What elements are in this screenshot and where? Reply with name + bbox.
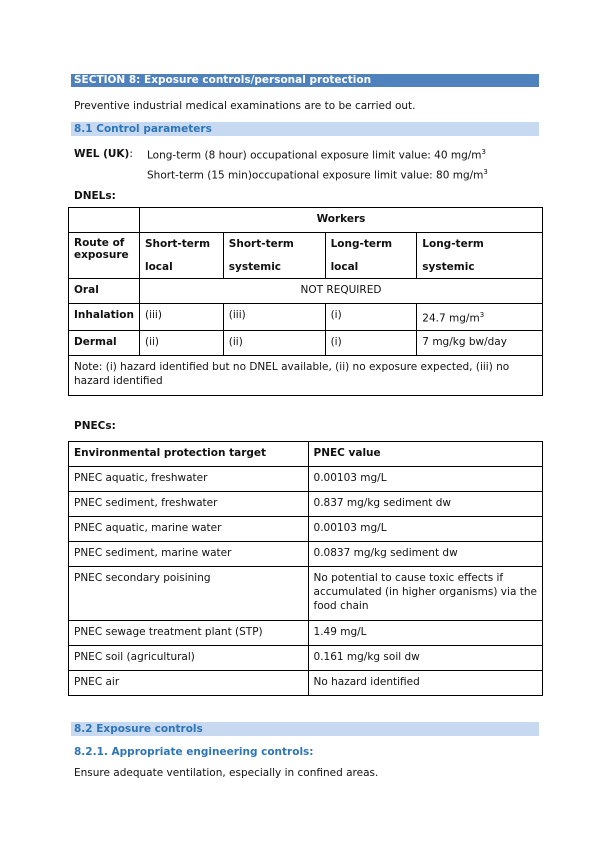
engineering-controls-heading: 8.2.1. Appropriate engineering controls: xyxy=(74,746,314,758)
table-row xyxy=(69,467,543,492)
table-cell: (i) xyxy=(325,330,417,355)
header-line: Short-term xyxy=(144,238,211,250)
table-cell xyxy=(69,208,140,233)
short-term-local-header xyxy=(139,233,223,279)
engineering-controls-text: Ensure adequate ventilation, especially in confined areas. xyxy=(74,767,379,779)
dnel-table xyxy=(68,207,543,396)
table-row xyxy=(69,208,543,233)
long-term-local-header xyxy=(325,233,417,279)
table-row xyxy=(69,621,543,646)
header-line: Long-term xyxy=(422,238,484,250)
unit-superscript: 3 xyxy=(483,168,488,176)
short-term-systemic-header xyxy=(223,233,325,279)
unit-superscript: 3 xyxy=(479,311,485,319)
table-row xyxy=(69,442,543,467)
pnecs-heading: PNECs: xyxy=(74,420,116,432)
table-row xyxy=(69,279,543,304)
section-8-header: SECTION 8: Exposure controls/personal protection xyxy=(71,74,539,87)
table-cell: PNEC aquatic, marine water xyxy=(69,517,309,542)
table-cell: PNEC sediment, marine water xyxy=(69,542,309,567)
table-cell: (ii) xyxy=(223,330,325,355)
wel-label-group xyxy=(74,148,133,160)
header-line: systemic xyxy=(422,261,475,273)
header-line: Short-term xyxy=(228,238,294,250)
table-row xyxy=(69,671,543,696)
control-parameters-header: 8.1 Control parameters xyxy=(71,122,539,136)
wel-short-term-text: Short-term (15 min)occupational exposure limit value: 80 mg/m xyxy=(147,169,484,182)
header-line: local xyxy=(144,261,173,273)
table-cell: (iii) xyxy=(223,304,325,331)
table-cell: 0.837 mg/kg sediment dw xyxy=(308,492,542,517)
table-cell: 0.00103 mg/L xyxy=(308,467,542,492)
table-cell: No hazard identified xyxy=(308,671,542,696)
header-line: systemic xyxy=(228,261,282,273)
table-cell: PNEC secondary poisining xyxy=(69,567,309,621)
table-cell xyxy=(417,304,543,331)
table-row xyxy=(69,355,543,395)
wel-short-term xyxy=(147,168,488,182)
wel-long-term xyxy=(147,148,486,162)
wel-long-term-text: Long-term (8 hour) occupational exposure limit value: 40 mg/m xyxy=(147,149,482,162)
table-cell: PNEC sediment, freshwater xyxy=(69,492,309,517)
table-row xyxy=(69,233,543,279)
table-cell: 0.00103 mg/L xyxy=(308,517,542,542)
table-cell: (i) xyxy=(325,304,417,331)
header-line: Long-term xyxy=(330,238,393,250)
table-cell: 7 mg/kg bw/day xyxy=(417,330,543,355)
dnels-heading: DNELs: xyxy=(74,190,116,202)
table-cell: 1.49 mg/L xyxy=(308,621,542,646)
route-cell: Dermal xyxy=(69,330,140,355)
table-row xyxy=(69,567,543,621)
table-row xyxy=(69,492,543,517)
oral-value: NOT REQUIRED xyxy=(139,279,542,304)
wel-colon: : xyxy=(129,148,133,160)
dnel-note: Note: (i) hazard identified but no DNEL available, (ii) no exposure expected, (iii) no hazard identified xyxy=(69,355,543,395)
header-line: local xyxy=(330,261,359,273)
table-cell: PNEC aquatic, freshwater xyxy=(69,467,309,492)
table-row xyxy=(69,542,543,567)
workers-header: Workers xyxy=(139,208,542,233)
oral-label: Oral xyxy=(69,279,140,304)
route-header: Route of exposure xyxy=(69,233,140,279)
table-row xyxy=(69,330,543,355)
table-row xyxy=(69,517,543,542)
table-cell: (iii) xyxy=(139,304,223,331)
route-cell: Inhalation xyxy=(69,304,140,331)
table-cell: PNEC sewage treatment plant (STP) xyxy=(69,621,309,646)
wel-label: WEL (UK) xyxy=(74,148,130,160)
table-cell: No potential to cause toxic effects if accumulated (in higher organisms) via the food chain xyxy=(308,567,542,621)
value-header: PNEC value xyxy=(308,442,542,467)
table-row xyxy=(69,304,543,331)
value-text: 24.7 mg/m xyxy=(422,312,480,325)
unit-superscript: 3 xyxy=(481,148,487,156)
target-header: Environmental protection target xyxy=(69,442,309,467)
table-cell: 0.161 mg/kg soil dw xyxy=(308,646,542,671)
section-8-intro: Preventive industrial medical examinations are to be carried out. xyxy=(74,100,416,112)
table-row xyxy=(69,646,543,671)
table-cell: PNEC soil (agricultural) xyxy=(69,646,309,671)
table-cell: (ii) xyxy=(139,330,223,355)
long-term-systemic-header xyxy=(417,233,543,279)
table-cell: 0.0837 mg/kg sediment dw xyxy=(308,542,542,567)
pnec-table xyxy=(68,441,543,696)
exposure-controls-header: 8.2 Exposure controls xyxy=(71,722,539,736)
table-cell: PNEC air xyxy=(69,671,309,696)
